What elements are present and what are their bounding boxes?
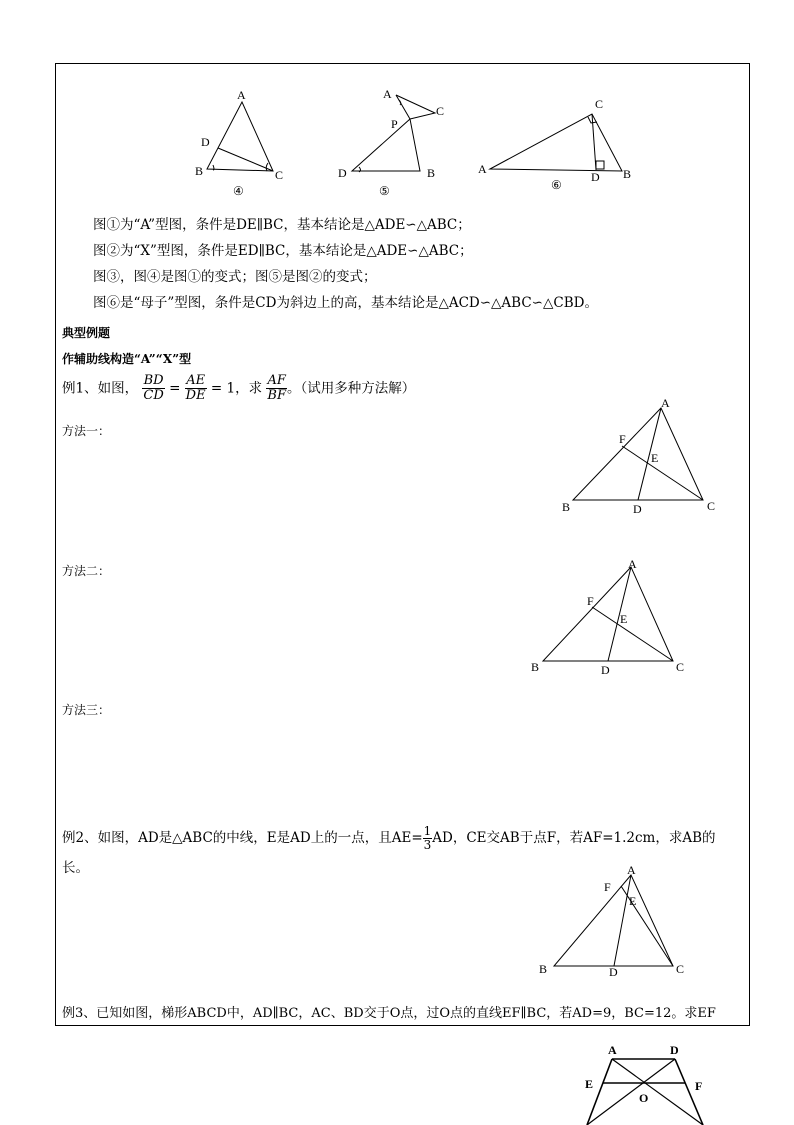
ex1b-label-B: B (531, 660, 540, 674)
ex2-text-1: 例2、如图，AD是△ABC的中线，E是AD上的一点，且AE= (62, 830, 423, 846)
ex1a-label-D: D (633, 502, 642, 516)
example-3-statement: 例3、已知如图，梯形ABCD中，AD∥BC，AC、BD交于O点，过O点的直线EF∥BC，若AD=9，BC=12。求EF (62, 1006, 716, 1021)
ex1a-label-F: F (619, 432, 626, 446)
section-title: 典型例题 (62, 326, 111, 340)
ex1-ask: ，求 (235, 380, 263, 397)
figure-5-x-shape (335, 85, 445, 198)
ex2-label-C: C (676, 962, 685, 976)
fig5-caption: ⑤ (379, 184, 390, 198)
ex2-fraction-one-third: $\frac{1}{3}$ (423, 823, 432, 852)
fig4-label-C: C (275, 168, 284, 182)
method-2-label: 方法二： (62, 564, 111, 578)
fig5-label-C: C (436, 104, 445, 118)
method-3-label: 方法三： (62, 703, 111, 717)
ex3-trapezoid-figure (575, 1040, 715, 1125)
fig6-label-B: B (623, 167, 632, 181)
ex1a-label-B: B (562, 500, 571, 514)
ex1-prefix: 例1、如图， (62, 380, 139, 397)
ex1a-label-E: E (651, 451, 659, 465)
ex3-label-O: O (639, 1091, 649, 1105)
ex2-text-2: AD，CE交AB于点F，若AF=1.2cm，求AB的 (432, 830, 716, 846)
fig5-label-A: A (383, 87, 392, 101)
example-1-statement (62, 374, 415, 404)
ex1a-label-A: A (661, 396, 670, 410)
ex2-label-D: D (609, 965, 618, 979)
ex3-label-E: E (585, 1077, 594, 1091)
fig4-label-B: B (195, 164, 204, 178)
fig6-label-C: C (595, 97, 604, 111)
fig4-label-A: A (237, 88, 246, 102)
summary-line-2: 图②为“X”型图，条件是ED∥BC，基本结论是△ADE∽△ABC； (93, 243, 473, 259)
ex1-suffix: 。（试用多种方法解） (286, 380, 416, 397)
ex1-fraction-af-bf: $\frac{AF}{BF}$ (267, 373, 286, 404)
ex1b-label-A: A (628, 557, 637, 571)
figure-4-triangle (190, 85, 290, 198)
ex3-label-D: D (670, 1043, 679, 1057)
fig6-label-A: A (478, 162, 487, 176)
ex3-label-A: A (608, 1043, 617, 1057)
fig4-label-D: D (201, 135, 210, 149)
ex1-figure-a (558, 393, 728, 523)
fig5-label-B: B (427, 166, 436, 180)
ex2-label-E: E (629, 894, 637, 908)
ex2-label-A: A (627, 863, 636, 877)
ex3-label-F: F (695, 1079, 703, 1093)
summary-line-1: 图①为“A”型图，条件是DE∥BC，基本结论是△ADE∽△ABC； (93, 217, 471, 233)
ex2-label-B: B (539, 962, 548, 976)
method-1-label: 方法一： (62, 424, 111, 438)
ex1-eq-one: = 1 (210, 380, 236, 397)
example-2-line-2: 长。 (62, 860, 89, 876)
ex1b-label-C: C (676, 660, 685, 674)
ex2-label-F: F (604, 880, 611, 894)
fig5-label-D: D (338, 166, 347, 180)
summary-line-4: 图⑥是“母子”型图，条件是CD为斜边上的高，基本结论是△ACD∽△ABC∽△CBD。 (93, 295, 598, 311)
ex1-figure-b (528, 552, 698, 682)
fig4-caption: ④ (233, 184, 244, 198)
fig5-label-P: P (391, 117, 398, 131)
ex1b-label-E: E (620, 612, 628, 626)
example-2-statement (62, 820, 716, 856)
fig6-caption: ⑥ (551, 178, 562, 192)
ex1-eq: = (169, 380, 181, 397)
figure-6-right-triangle (475, 92, 645, 202)
ex1a-label-C: C (707, 499, 716, 513)
fig6-label-D: D (591, 170, 600, 184)
summary-line-3: 图③，图④是图①的变式；图⑤是图②的变式； (93, 269, 377, 285)
sub-title: 作辅助线构造“A”“X”型 (62, 352, 192, 366)
ex1-fraction-ae-de: $\frac{AE}{DE}$ (185, 373, 206, 404)
ex1b-label-F: F (587, 594, 594, 608)
ex1b-label-D: D (601, 663, 610, 677)
ex1-fraction-bd-cd: $\frac{BD}{CD}$ (143, 373, 164, 404)
ex2-figure (530, 858, 700, 978)
